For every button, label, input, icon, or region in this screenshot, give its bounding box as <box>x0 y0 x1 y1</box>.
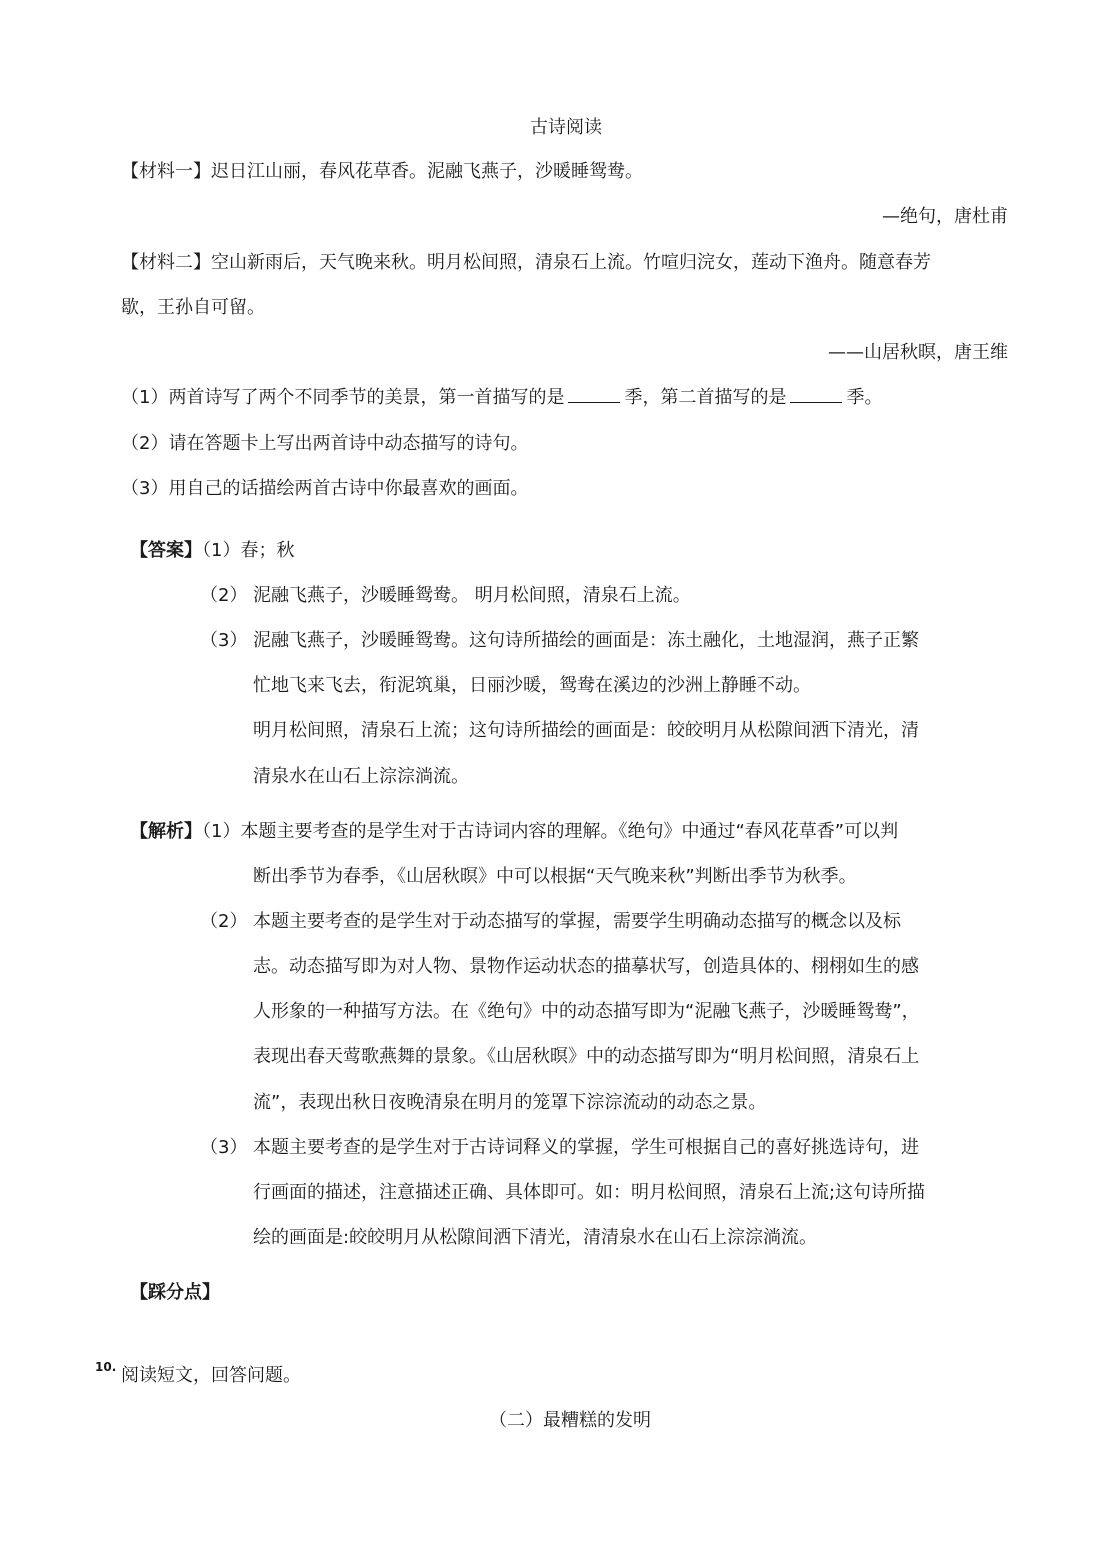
analysis-3-number: （3） <box>200 1137 248 1158</box>
question-10-prompt: 阅读短文，回答问题。 <box>121 1365 301 1386</box>
answer-2: 泥融飞燕子，沙暖睡鸳鸯。 明月松间照，清泉石上流。 <box>253 585 691 606</box>
scoring-points-label: 【踩分点】 <box>130 1282 220 1303</box>
answer-3-line-2: 忙地飞来飞去，衔泥筑巢，日丽沙暖，鸳鸯在溪边的沙洲上静睡不动。 <box>253 675 811 696</box>
material-two-source: ——山居秋暝，唐王维 <box>828 342 1008 363</box>
question-1-text-a: 两首诗写了两个不同季节的美景，第一首描写的是 <box>168 387 565 408</box>
answer-label: 【答案】 <box>130 540 202 561</box>
analysis-3-line-2: 行画面的描述，注意描述正确、具体即可。如：明月松间照，清泉石上流;这句诗所描 <box>253 1182 926 1203</box>
material-one: 【材料一】迟日江山丽，春风花草香。泥融飞燕子，沙暖睡鸳鸯。 <box>121 161 643 182</box>
answer-3-line-3: 明月松间照，清泉石上流；这句诗所描绘的画面是：皎皎明月从松隙间洒下清光，清 <box>253 720 919 741</box>
question-10-number: 10. <box>95 1360 117 1374</box>
question-1-text-b: 季，第二首描写的是 <box>624 387 787 408</box>
analysis-1-line-2: 断出季节为春季，《山居秋暝》中可以根据“天气晚来秋”判断出季节为秋季。 <box>253 866 857 887</box>
question-2 <box>121 432 528 456</box>
answer-3-number: （3） <box>200 630 248 651</box>
answer-3-line-4: 清泉水在山石上淙淙淌流。 <box>253 766 469 787</box>
material-two-line-1: 【材料二】空山新雨后，天气晚来秋。明月松间照，清泉石上流。竹喧归浣女，莲动下渔舟。随意春芳 <box>121 252 931 273</box>
analysis-2-line-5: 流”，表现出秋日夜晚清泉在明月的笼罩下淙淙流动的动态之景。 <box>253 1092 767 1113</box>
analysis-3-line-3: 绘的画面是:皎皎明月从松隙间洒下清光，清清泉水在山石上淙淙淌流。 <box>253 1227 818 1248</box>
question-1 <box>121 386 882 410</box>
analysis-label: 【解析】 <box>130 821 202 842</box>
question-3-number: （3） <box>121 478 169 499</box>
page-title: 古诗阅读 <box>530 117 602 138</box>
answer-1: （1）春；秋 <box>202 540 295 561</box>
analysis-2-line-2: 志。动态描写即为对人物、景物作运动状态的描摹状写，创造具体的、栩栩如生的感 <box>253 956 919 977</box>
question-2-text: 请在答题卡上写出两首诗中动态描写的诗句。 <box>168 433 529 454</box>
material-one-source: —绝句，唐杜甫 <box>882 206 1008 227</box>
material-two-line-2: 歇，王孙自可留。 <box>121 297 265 318</box>
answer-2-number: （2） <box>200 585 248 606</box>
answer-blank-2[interactable] <box>790 386 842 403</box>
analysis-heading <box>130 820 898 844</box>
question-1-number: （1） <box>121 387 169 408</box>
analysis-2-line-3: 人形象的一种描写方法。在《绝句》中的动态描写即为“泥融飞燕子，沙暖睡鸳鸯”， <box>253 1001 920 1022</box>
question-2-number: （2） <box>121 433 169 454</box>
analysis-2-line-1: 本题主要考查的是学生对于动态描写的掌握，需要学生明确动态描写的概念以及标 <box>253 911 901 932</box>
answer-blank-1[interactable] <box>568 386 620 403</box>
question-10-subtitle: （二）最糟糕的发明 <box>489 1410 651 1431</box>
analysis-2-number: （2） <box>200 911 248 932</box>
analysis-3-line-1: 本题主要考查的是学生对于古诗词释义的掌握，学生可根据自己的喜好挑选诗句，进 <box>253 1137 919 1158</box>
answer-3-line-1: 泥融飞燕子，沙暖睡鸳鸯。这句诗所描绘的画面是：冻土融化，土地湿润，燕子正繁 <box>253 630 919 651</box>
analysis-1-line-1: （1）本题主要考查的是学生对于古诗词内容的理解。《绝句》中通过“春风花草香”可以判 <box>202 821 899 842</box>
answer-heading <box>130 539 294 563</box>
question-1-text-c: 季。 <box>846 387 883 408</box>
analysis-2-line-4: 表现出春天莺歌燕舞的景象。《山居秋暝》中的动态描写即为“明月松间照，清泉石上 <box>253 1046 920 1067</box>
question-3 <box>121 477 528 501</box>
question-3-text: 用自己的话描绘两首古诗中你最喜欢的画面。 <box>168 478 529 499</box>
